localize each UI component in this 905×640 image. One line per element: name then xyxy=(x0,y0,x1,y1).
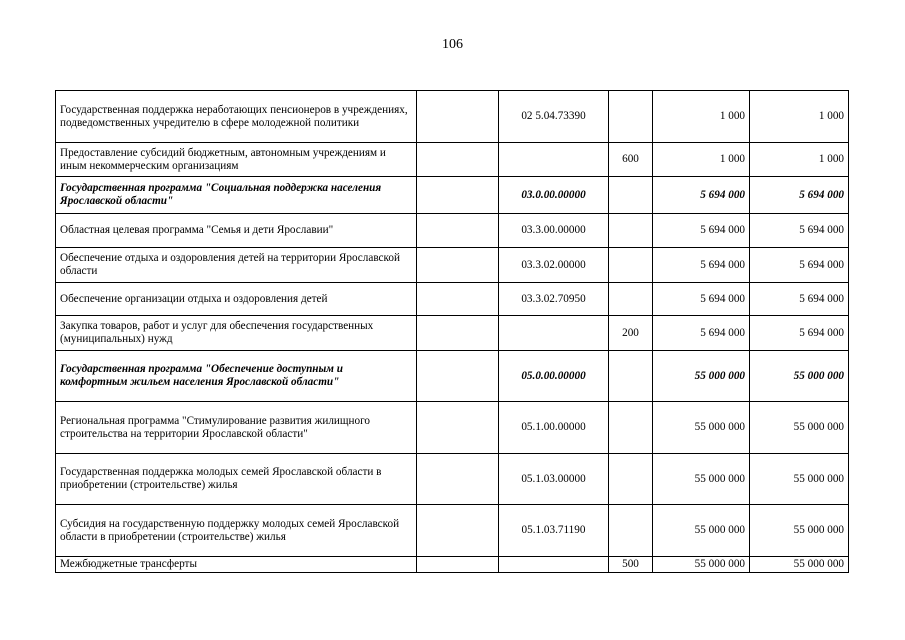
table-row xyxy=(56,505,849,557)
row-sum1: 1 000 xyxy=(653,91,750,143)
row-extra xyxy=(417,143,499,177)
row-sum1: 55 000 000 xyxy=(653,351,750,402)
row-name: Межбюджетные трансферты xyxy=(56,557,417,573)
row-sum2: 1 000 xyxy=(750,143,849,177)
budget-table xyxy=(55,90,849,573)
row-code: 05.1.00.00000 xyxy=(499,402,609,454)
row-name: Региональная программа "Стимулирование развития жилищного строительства на территории Ярославской области" xyxy=(56,402,417,454)
table-row xyxy=(56,454,849,505)
row-code: 05.1.03.71190 xyxy=(499,505,609,557)
table-row xyxy=(56,177,849,214)
row-name: Областная целевая программа "Семья и дети Ярославии" xyxy=(56,214,417,248)
table-row xyxy=(56,248,849,283)
row-sum1: 5 694 000 xyxy=(653,177,750,214)
row-name: Предоставление субсидий бюджетным, автономным учреждениям и иным некоммерческим организациям xyxy=(56,143,417,177)
table-row xyxy=(56,316,849,351)
row-type: 600 xyxy=(609,143,653,177)
row-type xyxy=(609,402,653,454)
page-number: 106 xyxy=(442,37,463,52)
row-sum1: 55 000 000 xyxy=(653,454,750,505)
row-code: 03.3.00.00000 xyxy=(499,214,609,248)
row-sum1: 1 000 xyxy=(653,143,750,177)
row-type xyxy=(609,248,653,283)
row-code: 05.0.00.00000 xyxy=(499,351,609,402)
row-name: Закупка товаров, работ и услуг для обеспечения государственных (муниципальных) нужд xyxy=(56,316,417,351)
row-extra xyxy=(417,505,499,557)
row-code: 03.3.02.70950 xyxy=(499,283,609,316)
table-row xyxy=(56,143,849,177)
row-sum1: 5 694 000 xyxy=(653,248,750,283)
row-type xyxy=(609,454,653,505)
row-extra xyxy=(417,351,499,402)
table-row xyxy=(56,214,849,248)
row-extra xyxy=(417,248,499,283)
table-row xyxy=(56,283,849,316)
row-sum2: 5 694 000 xyxy=(750,177,849,214)
row-type xyxy=(609,91,653,143)
row-extra xyxy=(417,402,499,454)
row-sum2: 5 694 000 xyxy=(750,283,849,316)
table-row xyxy=(56,402,849,454)
row-extra xyxy=(417,316,499,351)
table-row xyxy=(56,351,849,402)
table-row xyxy=(56,557,849,573)
row-code: 02 5.04.73390 xyxy=(499,91,609,143)
row-extra xyxy=(417,283,499,316)
row-sum1: 55 000 000 xyxy=(653,402,750,454)
row-name: Государственная поддержка неработающих пенсионеров в учреждениях, подведомственных учредителю в сфере молодежной политики xyxy=(56,91,417,143)
row-sum2: 55 000 000 xyxy=(750,454,849,505)
row-name: Субсидия на государственную поддержку молодых семей Ярославской области в приобретении (строительстве) жилья xyxy=(56,505,417,557)
row-sum2: 55 000 000 xyxy=(750,402,849,454)
table-row xyxy=(56,91,849,143)
row-sum1: 55 000 000 xyxy=(653,505,750,557)
row-name: Государственная поддержка молодых семей Ярославской области в приобретении (строительстве) жилья xyxy=(56,454,417,505)
row-type xyxy=(609,351,653,402)
row-sum2: 5 694 000 xyxy=(750,214,849,248)
row-name: Обеспечение отдыха и оздоровления детей на территории Ярославской области xyxy=(56,248,417,283)
row-sum1: 5 694 000 xyxy=(653,214,750,248)
row-type xyxy=(609,177,653,214)
row-sum1: 5 694 000 xyxy=(653,283,750,316)
row-code xyxy=(499,557,609,573)
row-sum2: 55 000 000 xyxy=(750,557,849,573)
row-code: 05.1.03.00000 xyxy=(499,454,609,505)
row-name: Обеспечение организации отдыха и оздоровления детей xyxy=(56,283,417,316)
row-name: Государственная программа "Социальная поддержка населения Ярославской области" xyxy=(56,177,417,214)
row-extra xyxy=(417,557,499,573)
row-sum2: 55 000 000 xyxy=(750,351,849,402)
row-code: 03.3.02.00000 xyxy=(499,248,609,283)
row-name: Государственная программа "Обеспечение доступным и комфортным жильем населения Ярославской области" xyxy=(56,351,417,402)
row-sum2: 1 000 xyxy=(750,91,849,143)
row-type: 500 xyxy=(609,557,653,573)
row-extra xyxy=(417,177,499,214)
row-sum2: 55 000 000 xyxy=(750,505,849,557)
row-code xyxy=(499,316,609,351)
row-extra xyxy=(417,454,499,505)
row-sum1: 5 694 000 xyxy=(653,316,750,351)
row-sum2: 5 694 000 xyxy=(750,248,849,283)
row-code: 03.0.00.00000 xyxy=(499,177,609,214)
row-extra xyxy=(417,91,499,143)
row-sum1: 55 000 000 xyxy=(653,557,750,573)
table-body xyxy=(56,91,849,573)
row-extra xyxy=(417,214,499,248)
row-type xyxy=(609,505,653,557)
row-code xyxy=(499,143,609,177)
row-type xyxy=(609,214,653,248)
row-sum2: 5 694 000 xyxy=(750,316,849,351)
row-type xyxy=(609,283,653,316)
row-type: 200 xyxy=(609,316,653,351)
